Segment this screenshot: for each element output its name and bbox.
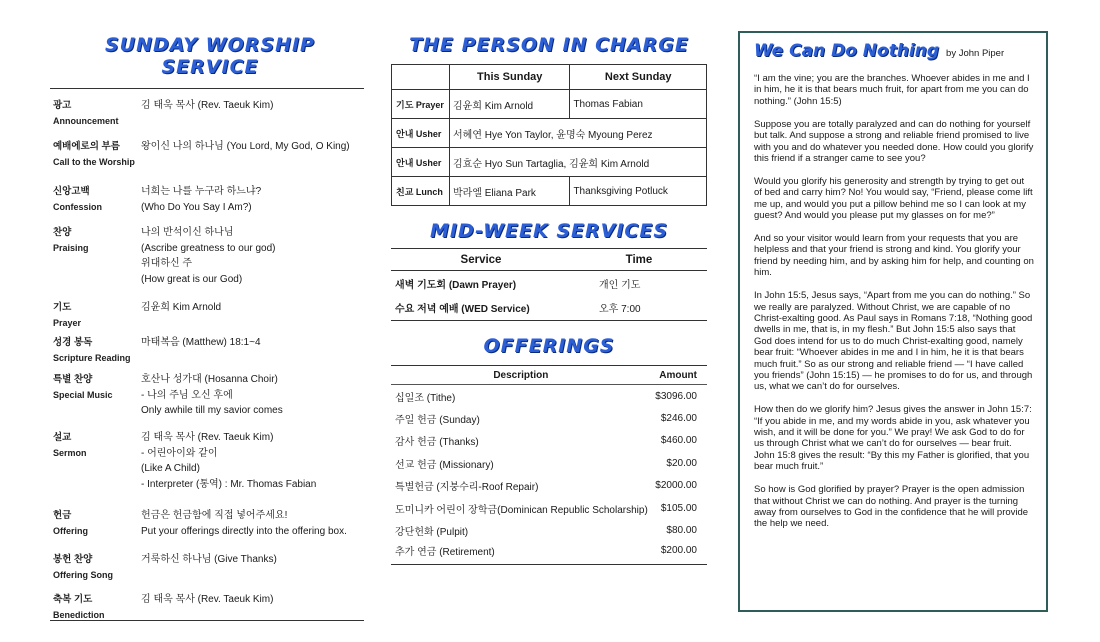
worship-item-korean: 설교	[53, 432, 72, 443]
worship-item-korean: 헌금	[53, 510, 72, 521]
middle-column	[391, 34, 707, 565]
worship-item	[53, 592, 364, 623]
worship-item-detail	[141, 372, 364, 419]
worship-item-korean: 찬양	[53, 227, 72, 238]
offering-description: 강단헌화 (Pulpit)	[395, 527, 469, 539]
detail-line: - 어린아이와 같이	[141, 447, 218, 459]
detail-line: (Like A Child)	[141, 463, 200, 474]
reading-body	[754, 73, 1034, 530]
detail-line: 마태복음 (Matthew) 18:1~4	[141, 337, 261, 348]
detail-line: (Who Do You Say I Am?)	[141, 201, 252, 213]
midweek-table	[391, 248, 707, 321]
worship-item-label	[53, 430, 141, 492]
detail-line: 호산나 성가대 (Hosanna Choir)	[141, 374, 278, 385]
detail-line: 위대하신 주	[141, 258, 193, 269]
role-cell: 친교 Lunch	[392, 177, 450, 206]
detail-line: 김 태욱 목사 (Rev. Taeuk Kim)	[141, 100, 274, 111]
offerings-heading: OFFERINGS	[483, 335, 615, 357]
worship-item	[53, 372, 364, 419]
worship-item-english: Scripture Reading	[53, 352, 131, 363]
worship-item	[53, 225, 364, 287]
worship-item	[53, 98, 364, 129]
service-cell: 수요 저녁 예배 (WED Service)	[395, 304, 530, 316]
worship-item-label	[53, 300, 141, 331]
table-row	[391, 296, 707, 321]
header-description: Description	[391, 366, 651, 385]
offering-amount: $80.00	[666, 525, 697, 537]
table-row	[392, 177, 707, 206]
worship-item-label	[53, 139, 141, 170]
reading-panel	[738, 31, 1048, 612]
worship-item-detail	[141, 98, 364, 129]
worship-item-english: Praising	[53, 242, 89, 253]
detail-line: 김윤희 Kim Arnold	[141, 302, 222, 313]
header-time: Time	[571, 249, 707, 271]
worship-item-label	[53, 508, 141, 539]
worship-item-english: Call to the Worship	[53, 156, 135, 167]
detail-line: 나의 반석이신 하나님	[141, 227, 234, 238]
detail-line: 거룩하신 하나님 (Give Thanks)	[141, 554, 277, 565]
detail-line: 김 태욱 목사 (Rev. Taeuk Kim)	[141, 594, 274, 605]
worship-item	[53, 508, 364, 539]
role-cell: 안내 Usher	[392, 119, 450, 148]
reading-header	[754, 41, 1034, 61]
worship-item-korean: 봉헌 찬양	[53, 554, 93, 565]
worship-section	[50, 34, 364, 621]
detail-line: - Interpreter (통역) : Mr. Thomas Fabian	[141, 478, 317, 490]
worship-item-detail	[141, 552, 364, 583]
worship-item-label	[53, 552, 141, 583]
worship-item	[53, 139, 364, 170]
worship-item-label	[53, 592, 141, 623]
table-header-row	[392, 65, 707, 90]
worship-item-korean: 광고	[53, 100, 72, 111]
worship-item-korean: 기도	[53, 302, 72, 313]
this-sunday-cell: 박라엘 Eliana Park	[450, 177, 570, 206]
worship-order-list	[50, 89, 364, 620]
worship-item-english: Announcement	[53, 115, 119, 126]
worship-item-english: Prayer	[53, 317, 82, 328]
offering-description: 추가 연금 (Retirement)	[395, 546, 495, 558]
offering-description: 선교 헌금 (Missionary)	[395, 459, 494, 471]
reading-author: by John Piper	[946, 48, 1005, 59]
person-in-charge-heading: THE PERSON IN CHARGE	[409, 34, 689, 56]
detail-line: (How great is our God)	[141, 273, 243, 285]
worship-item	[53, 552, 364, 583]
worship-item-english: Confession	[53, 201, 103, 212]
table-header-row	[391, 366, 707, 385]
table-row	[391, 430, 707, 453]
table-row	[391, 475, 707, 498]
reading-paragraph: How then do we glorify him? Jesus gives the answer in John 15:7: “If you abide in me, and my words abide in you, ask whatever you wish, and it will be done for you.” We pray! We ask God to do for us through Christ what we can’t do for ourselves — bear fruit. John 15:8 gives the result: “By this my Father is glorified, that you bear much fruit.”	[754, 404, 1032, 473]
worship-item-english: Sermon	[53, 447, 87, 458]
worship-item-detail	[141, 139, 364, 170]
offering-amount: $20.00	[666, 457, 697, 469]
detail-line: 헌금은 헌금함에 직접 넣어주세요!	[141, 510, 288, 521]
header-next-sunday: Next Sunday	[570, 65, 707, 90]
worship-item-label	[53, 225, 141, 287]
reading-paragraph: So how is God glorified by prayer? Prayer is the open admission that without Christ we can do nothing. And prayer is the turning away from ourselves to God in the confidence that he will provide the help we need.	[754, 484, 1029, 530]
worship-item-detail	[141, 184, 364, 215]
role-cell: 기도 Prayer	[392, 90, 450, 119]
table-row	[391, 385, 707, 408]
table-header-row	[391, 249, 707, 271]
worship-item-english: Benediction	[53, 609, 105, 620]
detail-line: - 나의 주님 오신 후에	[141, 389, 233, 401]
offerings-table	[391, 365, 707, 565]
worship-item-detail	[141, 430, 364, 492]
worship-item-korean: 축복 기도	[53, 594, 93, 605]
worship-item	[53, 335, 364, 366]
this-sunday-cell: 김효순 Hyo Sun Tartaglia, 김윤희 Kim Arnold	[450, 148, 707, 177]
worship-item-label	[53, 335, 141, 366]
table-row	[391, 407, 707, 430]
time-cell: 개인 기도	[599, 279, 641, 291]
worship-item-korean: 신앙고백	[53, 186, 90, 197]
reading-paragraph: In John 15:5, Jesus says, “Apart from me you can do nothing.” So we really are paralyzed. Without Christ, we are capable of no Christ-exalting good. As Paul says in Romans 7:18, “Nothing good dwells in me, that is, in my flesh.” But John 15:5 also says that God does intend for us to do much Christ-exalting good, namely bear fruit: “Whoever abides in me and I in him, he it is that bears much fruit.” So as our strong and reliable friend — “I have called you friends” (John 15:15) — he promises to do for us, and through us, what we can’t do for ourselves.	[754, 290, 1033, 393]
worship-item-detail	[141, 592, 364, 623]
offering-description: 주일 헌금 (Sunday)	[395, 414, 480, 426]
detail-line: Put your offerings directly into the offering box.	[141, 525, 347, 537]
service-cell: 새벽 기도회 (Dawn Prayer)	[395, 279, 517, 291]
worship-item	[53, 184, 364, 215]
worship-item-detail	[141, 225, 364, 287]
worship-heading: SUNDAY WORSHIP SERVICE	[104, 34, 315, 78]
header-amount: Amount	[651, 366, 707, 385]
offering-amount: $200.00	[660, 544, 697, 556]
offering-amount: $460.00	[660, 435, 697, 447]
this-sunday-cell: 서혜연 Hye Yon Taylor, 윤명숙 Myoung Perez	[450, 119, 707, 148]
person-in-charge-table	[391, 64, 707, 206]
header-service: Service	[391, 249, 571, 271]
table-row	[391, 271, 707, 296]
reading-paragraph: Suppose you are totally paralyzed and can do nothing for yourself but talk. And suppose a strong and reliable friend promised to live with you and do whatever you needed done. How could you glorify this friend if a stranger came to see you?	[754, 118, 1034, 164]
table-row	[392, 119, 707, 148]
offering-description: 도미니카 어린이 장학금(Dominican Republic Scholarship)	[395, 504, 648, 516]
worship-item-english: Special Music	[53, 389, 113, 400]
next-sunday-cell: Thomas Fabian	[570, 90, 707, 119]
offering-amount: $3096.00	[655, 390, 697, 402]
worship-item-detail	[141, 335, 364, 366]
reading-paragraph: “I am the vine; you are the branches. Whoever abides in me and I in him, he it is that bears much fruit, for apart from me you can do nothing.” (John 15:5)	[754, 73, 1030, 107]
worship-item	[53, 430, 364, 492]
worship-item-korean: 예배에로의 부름	[53, 141, 120, 152]
table-row	[392, 90, 707, 119]
offering-amount: $105.00	[660, 502, 697, 514]
offering-amount: $2000.00	[655, 480, 697, 492]
midweek-heading: MID-WEEK SERVICES	[429, 220, 669, 242]
table-row	[391, 497, 707, 520]
detail-line: 너희는 나를 누구라 하느냐?	[141, 186, 262, 197]
offering-description: 감사 헌금 (Thanks)	[395, 437, 479, 449]
worship-item-label	[53, 98, 141, 129]
worship-item-label	[53, 372, 141, 419]
offering-description: 십일조 (Tithe)	[395, 392, 456, 404]
detail-line: (Ascribe greatness to our god)	[141, 242, 276, 254]
worship-item-label	[53, 184, 141, 215]
header-role	[392, 65, 450, 90]
this-sunday-cell: 김윤희 Kim Arnold	[450, 90, 570, 119]
offering-description: 특별헌금 (지붕수리-Roof Repair)	[395, 482, 539, 494]
detail-line: 왕이신 나의 하나님 (You Lord, My God, O King)	[141, 141, 350, 152]
worship-item-detail	[141, 508, 364, 539]
table-row	[391, 542, 707, 565]
worship-item-korean: 특별 찬양	[53, 374, 93, 385]
worship-item	[53, 300, 364, 331]
table-row	[391, 520, 707, 543]
reading-paragraph: Would you glorify his generosity and strength by trying to get out of bed and carry him? No! You would say, “Friend, please come lift me up, and would you put a pillow behind me so I can look at my guest? And would you please put my glasses on for me?”	[754, 175, 1033, 222]
worship-item-english: Offering Song	[53, 569, 113, 580]
detail-line: Only awhile till my savior comes	[141, 405, 283, 416]
header-this-sunday: This Sunday	[450, 65, 570, 90]
worship-item-korean: 성경 봉독	[53, 337, 93, 348]
detail-line: 김 태욱 목사 (Rev. Taeuk Kim)	[141, 432, 274, 443]
worship-item-detail	[141, 300, 364, 331]
reading-paragraph: And so your visitor would learn from your requests that you are helpless and that your friend is strong and kind. You glorify your friend by needing him, and by asking him for help, and counting on him.	[754, 232, 1034, 279]
table-row	[392, 148, 707, 177]
role-cell: 안내 Usher	[392, 148, 450, 177]
worship-item-english: Offering	[53, 525, 88, 536]
reading-title: We Can Do Nothing	[754, 41, 940, 61]
table-row	[391, 452, 707, 475]
offering-amount: $246.00	[660, 412, 697, 424]
time-cell: 오후 7:00	[599, 304, 641, 316]
next-sunday-cell: Thanksgiving Potluck	[570, 177, 707, 206]
